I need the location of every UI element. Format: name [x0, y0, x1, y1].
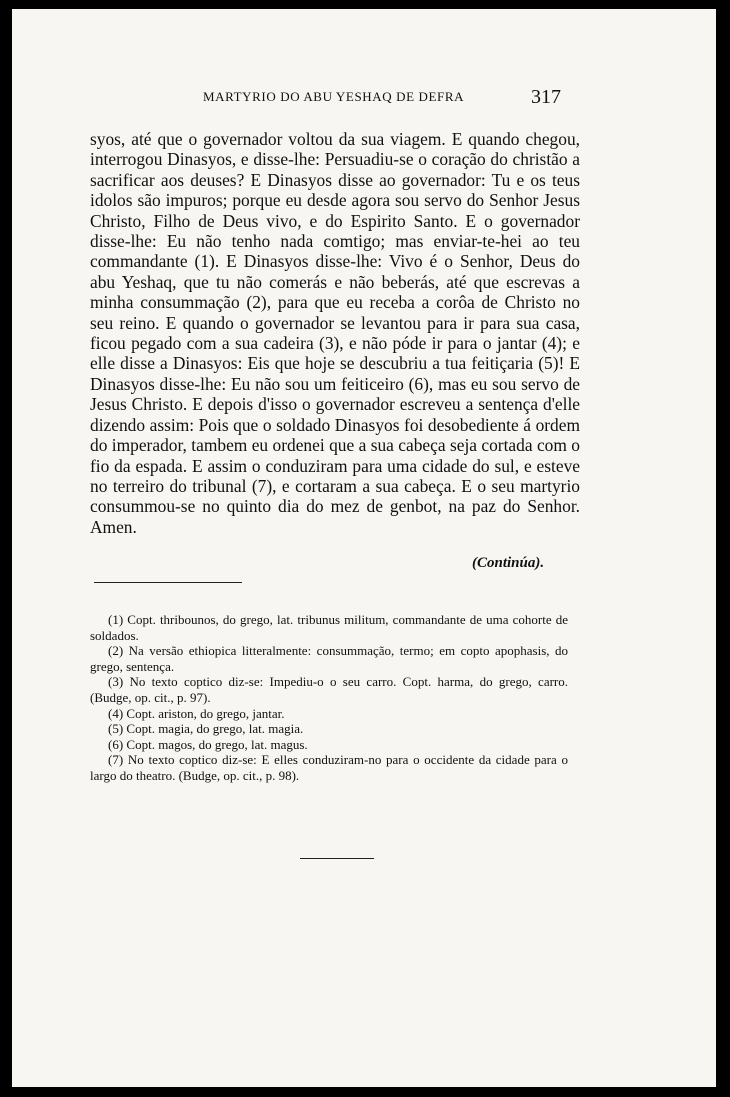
- footnote-3: (3) No texto coptico diz-se: Impediu-o o seu carro. Copt. harma, do grego, carro. (Budge, op. cit., p. 97).: [90, 674, 568, 705]
- footnote-2: (2) Na versão ethiopica litteralmente: consummação, termo; em copto apophasis, do grego, sentença.: [90, 643, 568, 674]
- footnote-5: (5) Copt. magia, do grego, lat. magia.: [108, 721, 304, 737]
- running-title: MARTYRIO DO ABU YESHAQ DE DEFRA: [203, 89, 465, 104]
- page-header: [12, 86, 716, 110]
- continuation-note: (Continúa).: [472, 555, 545, 571]
- footnotes: [90, 612, 568, 784]
- book-page: [12, 9, 716, 1087]
- footnote-separator-rule: [94, 582, 242, 583]
- footnote-4: (4) Copt. ariston, do grego, jantar.: [108, 705, 285, 721]
- footnote-1: (1) Copt. thribounos, do grego, lat. tribunus militum, commandante de uma cohorte de soldados.: [90, 612, 568, 643]
- end-rule: [300, 858, 374, 859]
- footnote-7: (7) No texto coptico diz-se: E elles conduziram-no para o occidente da cidade para o largo do theatro. (Budge, op. cit., p. 98).: [90, 752, 568, 783]
- page-number: 317: [531, 86, 561, 108]
- main-text: syos, até que o governador voltou da sua viagem. E quando chegou, interrogou Dinasyos, e disse-lhe: Persuadiu-se o coração do christão a sacrificar aos deuses? E Dinasyos disse ao governador: Tu e os teus idolos são impuros; porque eu desde agora sou servo do Senhor Jesus Christo, Filho de Deus vivo, e do Espirito Santo. E o governador disse-lhe: Eu não tenho nada comtigo; mas enviar-te-hei ao teu commandante (1). E Dinasyos disse-lhe: Vivo é o Senhor, Deus do abu Yeshaq, que tu não comerás e não beberás, até que escrevas a minha consummação (2), para que eu receba a corôa de Christo no seu reino. E quando o governador se levantou para ir para sua casa, ficou pegado com a sua cadeira (3), e não póde ir para o jantar (4); e elle disse a Dinasyos: Eis que hoje se descubriu a tua feitiçaria (5)! E Dinasyos disse-lhe: Eu não sou um feiticeiro (6), mas eu sou servo de Jesus Christo. E depois d'isso o governador escreveu a sentença d'elle dizendo assim: Pois que o soldado Dinasyos foi desobediente á ordem do imperador, tambem eu ordenei que a sua cabeça seja cortada com o fio da espada. E assim o conduziram para uma cidade do sul, e esteve no terreiro do tribunal (7), e cortaram a sua cabeça. E o seu martyrio consummou-se no quinto dia do mez de genbot, na paz do Senhor. Amen.: [90, 129, 580, 537]
- footnote-6: (6) Copt. magos, do grego, lat. magus.: [108, 736, 308, 752]
